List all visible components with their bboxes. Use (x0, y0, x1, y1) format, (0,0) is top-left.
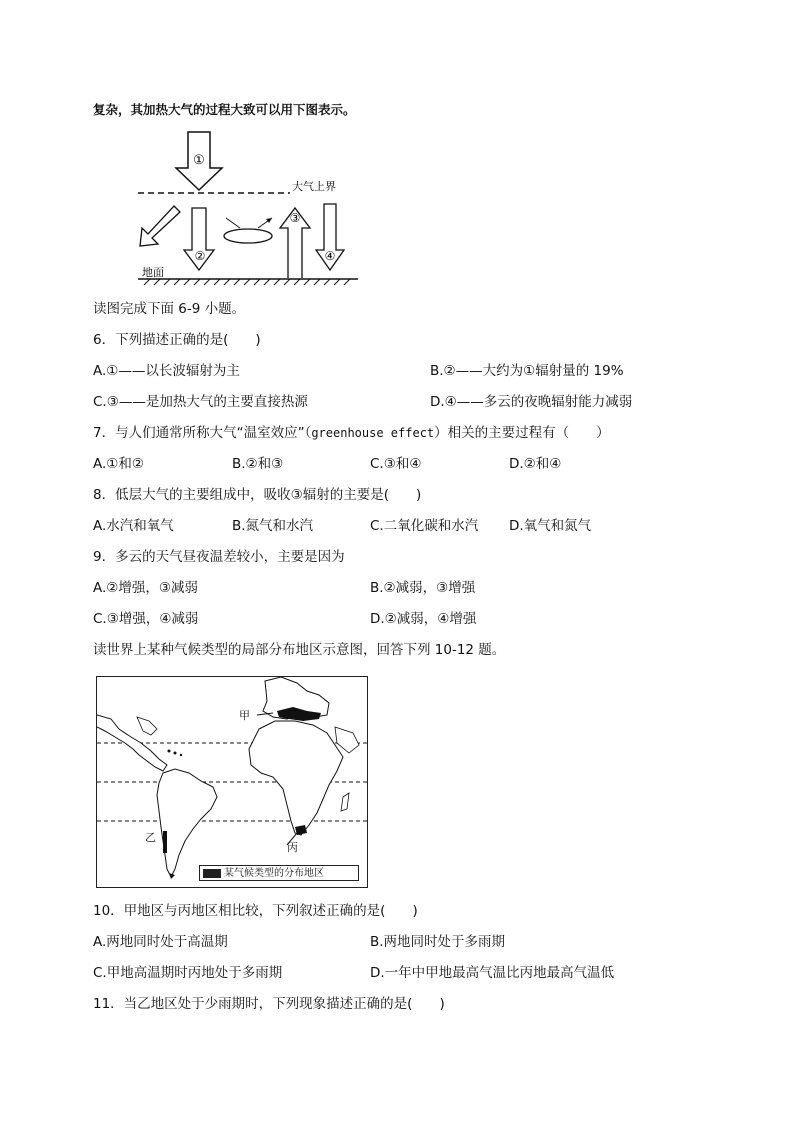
q10-option-b: B.两地同时处于多雨期 (370, 934, 506, 950)
label-n3: ③ (289, 211, 301, 225)
read-note-2: 读世界上某种气候类型的局部分布地区示意图，回答下列 10-12 题。 (93, 642, 506, 658)
map-label-yi: 乙 (145, 831, 156, 844)
africa-shape (249, 721, 343, 835)
climate-distribution-map (96, 676, 368, 888)
q8-option-b: B.氮气和水汽 (232, 518, 314, 534)
south-america-shape (157, 769, 217, 877)
q10-option-a: A.两地同时处于高温期 (93, 934, 228, 950)
cloud-icon (224, 229, 272, 243)
q8-option-c: C.二氧化碳和水汽 (370, 518, 479, 534)
intro-line: 复杂，其加热大气的过程大致可以用下图表示。 (93, 102, 356, 117)
read-note-1: 读图完成下面 6-9 小题。 (93, 301, 246, 317)
label-n4: ④ (324, 249, 336, 263)
label-ground: 地面 (142, 266, 164, 279)
q7-option-b: B.②和③ (232, 456, 284, 472)
q6-stem: 6．下列描述正确的是( ) (93, 332, 261, 348)
q9-option-c: C.③增强，④减弱 (93, 611, 199, 627)
q10-stem: 10．甲地区与丙地区相比较，下列叙述正确的是( ) (93, 903, 418, 919)
q11-stem: 11．当乙地区处于少雨期时，下列现象描述正确的是( ) (93, 996, 445, 1012)
q7-stem-pre: 7．与人们通常所称大气“温室效应”（ (93, 425, 312, 441)
q7-stem-mono: greenhouse effect (311, 426, 435, 440)
q7-option-d: D.②和④ (509, 456, 562, 472)
q6-option-b: B.②——大约为①辐射量的 19% (430, 363, 624, 379)
q6-option-d: D.④——多云的夜晚辐射能力减弱 (430, 394, 633, 410)
q7-stem (93, 424, 610, 442)
q10-option-d: D.一年中甲地最高气温比丙地最高气温低 (370, 965, 615, 981)
label-atmos-top: 大气上界 (292, 180, 336, 193)
q8-option-d: D.氧气和氮气 (509, 518, 592, 534)
q7-stem-post: ）相关的主要过程有（ ） (434, 425, 610, 441)
map-label-bing: 丙 (287, 841, 298, 854)
q9-stem: 9．多云的天气昼夜温差较小，主要是因为 (93, 549, 345, 565)
q8-stem: 8．低层大气的主要组成中，吸收③辐射的主要是( ) (93, 487, 422, 503)
q6-option-c: C.③——是加热大气的主要直接热源 (93, 394, 308, 410)
legend-swatch (203, 869, 221, 878)
q8-option-a: A.水汽和氧气 (93, 518, 174, 534)
map-label-jia: 甲 (239, 709, 250, 722)
atmosphere-heating-diagram (130, 128, 360, 288)
q7-option-c: C.③和④ (370, 456, 422, 472)
q7-option-a: A.①和② (93, 456, 144, 472)
label-n1: ① (193, 153, 205, 168)
q9-option-d: D.②减弱，④增强 (370, 611, 477, 627)
reflect-arrow-icon (140, 206, 180, 246)
label-n2: ② (194, 249, 206, 263)
map-svg (97, 677, 367, 887)
q9-option-b: B.②减弱，③增强 (370, 580, 476, 596)
region-yi-shape (163, 831, 167, 853)
legend-text: 某气候类型的分布地区 (224, 868, 324, 879)
q6-option-a: A.①——以长波辐射为主 (93, 363, 240, 379)
map-legend (199, 865, 359, 881)
q10-option-c: C.甲地高温期时丙地处于多雨期 (93, 965, 283, 981)
q9-option-a: A.②增强，③减弱 (93, 580, 198, 596)
